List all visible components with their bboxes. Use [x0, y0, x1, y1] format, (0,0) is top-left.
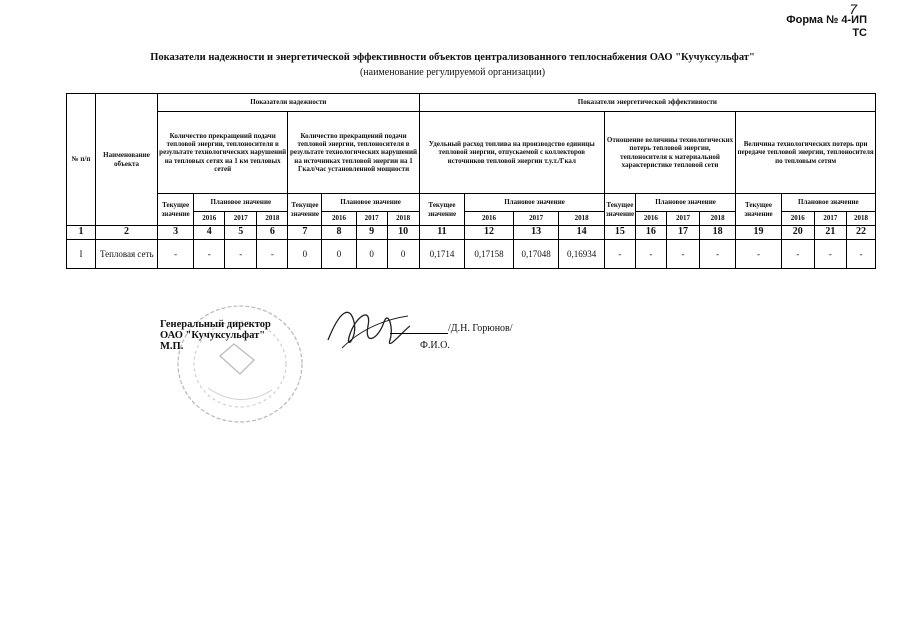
row-value: 0,16934: [559, 240, 605, 269]
header-no: № п/п: [67, 94, 96, 226]
header-planned-2: Плановое значение: [322, 194, 419, 212]
header-year: 2017: [666, 212, 699, 226]
row-value: 0: [356, 240, 387, 269]
fio-label: Ф.И.О.: [420, 340, 450, 351]
row-value: -: [257, 240, 288, 269]
header-current-4: Текущее значение: [604, 194, 635, 226]
header-year: 2018: [257, 212, 288, 226]
row-value: -: [604, 240, 635, 269]
column-number: 2: [95, 226, 157, 240]
column-number: 22: [846, 226, 875, 240]
signatory-position: Генеральный директор: [160, 319, 271, 330]
header-year: 2016: [194, 212, 225, 226]
column-number: 16: [635, 226, 666, 240]
header-year: 2018: [846, 212, 875, 226]
row-value: -: [225, 240, 257, 269]
header-planned-4: Плановое значение: [635, 194, 735, 212]
signature-line: [390, 333, 448, 334]
header-year: 2018: [559, 212, 605, 226]
column-number: 9: [356, 226, 387, 240]
form-number-line2: ТС: [852, 27, 867, 39]
column-number: 1: [67, 226, 96, 240]
column-number: 10: [387, 226, 419, 240]
form-number-line1: Форма № 4-ИП: [786, 14, 867, 26]
header-year: 2016: [322, 212, 356, 226]
table-row: [67, 240, 876, 269]
header-indicator-3: Удельный расход топлива на производство единицы тепловой энергии, отпускаемой с коллекторов источников тепловой энергии т.у.т./Гкал: [419, 112, 604, 194]
row-value: -: [781, 240, 814, 269]
column-number: 18: [700, 226, 736, 240]
header-year: 2016: [781, 212, 814, 226]
signatory-name: /Д.Н. Горюнов/: [448, 323, 513, 334]
row-value: 0: [288, 240, 322, 269]
header-indicator-1: Количество прекращений подачи тепловой энергии, теплоносителя в результате технологических нарушений на тепловых сетях на 1 км тепловых сетей: [158, 112, 288, 194]
column-number: 5: [225, 226, 257, 240]
column-number: 13: [513, 226, 559, 240]
row-value: -: [158, 240, 194, 269]
column-number: 20: [781, 226, 814, 240]
document-title: Показатели надежности и энергетической эффективности объектов централизованного теплоснабжения ОАО "Кучуксульфат": [150, 52, 755, 63]
header-indicator-5: Величина технологических потерь при передаче тепловой энергии, теплоносителя по тепловым сетям: [736, 112, 876, 194]
column-number: 17: [666, 226, 699, 240]
seal-place-label: М.П.: [160, 341, 184, 352]
header-year: 2017: [356, 212, 387, 226]
header-year: 2016: [635, 212, 666, 226]
column-number: 21: [814, 226, 846, 240]
header-year: 2016: [465, 212, 514, 226]
row-value: -: [666, 240, 699, 269]
page-number: 7: [849, 1, 857, 17]
header-current-5: Текущее значение: [736, 194, 782, 226]
row-value: 0,1714: [419, 240, 465, 269]
signatory-title: [160, 319, 271, 352]
row-object-name: Тепловая сеть: [95, 240, 157, 269]
column-number: 15: [604, 226, 635, 240]
header-object-name: Наименование объекта: [95, 94, 157, 226]
header-year: 2017: [513, 212, 559, 226]
column-number: 3: [158, 226, 194, 240]
document-subtitle: (наименование регулируемой организации): [359, 67, 546, 78]
official-seal-stamp: [168, 298, 318, 428]
row-value: -: [736, 240, 782, 269]
handwritten-signature: [320, 300, 415, 360]
column-number: 7: [288, 226, 322, 240]
header-indicator-2: Количество прекращений подачи тепловой энергии, теплоносителя в результате технологических нарушений на источниках тепловой энергии на 1 Гкал/час установленной мощности: [288, 112, 419, 194]
header-year: 2017: [814, 212, 846, 226]
column-number: 8: [322, 226, 356, 240]
column-number: 11: [419, 226, 465, 240]
row-value: 0: [387, 240, 419, 269]
column-number-row: [67, 226, 876, 240]
column-number: 14: [559, 226, 605, 240]
row-value: 0: [322, 240, 356, 269]
header-planned-1: Плановое значение: [194, 194, 288, 212]
header-year: 2018: [700, 212, 736, 226]
row-value: -: [194, 240, 225, 269]
signatory-company: ОАО "Кучуксульфат": [160, 330, 266, 341]
header-group-efficiency: Показатели энергетической эффективности: [419, 94, 875, 112]
row-value: -: [700, 240, 736, 269]
row-value: 0,17158: [465, 240, 514, 269]
header-current-2: Текущее значение: [288, 194, 322, 226]
header-year: 2018: [387, 212, 419, 226]
row-no: I: [67, 240, 96, 269]
header-current-3: Текущее значение: [419, 194, 465, 226]
row-value: 0,17048: [513, 240, 559, 269]
row-value: -: [635, 240, 666, 269]
header-indicator-4: Отношение величины технологических потерь тепловой энергии, теплоносителя к материальной характеристике тепловой сети: [604, 112, 735, 194]
header-planned-5: Плановое значение: [781, 194, 875, 212]
column-number: 6: [257, 226, 288, 240]
form-number: [786, 14, 867, 40]
header-current-1: Текущее значение: [158, 194, 194, 226]
header-planned-3: Плановое значение: [465, 194, 605, 212]
row-value: -: [814, 240, 846, 269]
row-value: -: [846, 240, 875, 269]
column-number: 4: [194, 226, 225, 240]
column-number: 19: [736, 226, 782, 240]
indicators-table: [66, 93, 876, 269]
header-year: 2017: [225, 212, 257, 226]
header-group-reliability: Показатели надежности: [158, 94, 420, 112]
column-number: 12: [465, 226, 514, 240]
